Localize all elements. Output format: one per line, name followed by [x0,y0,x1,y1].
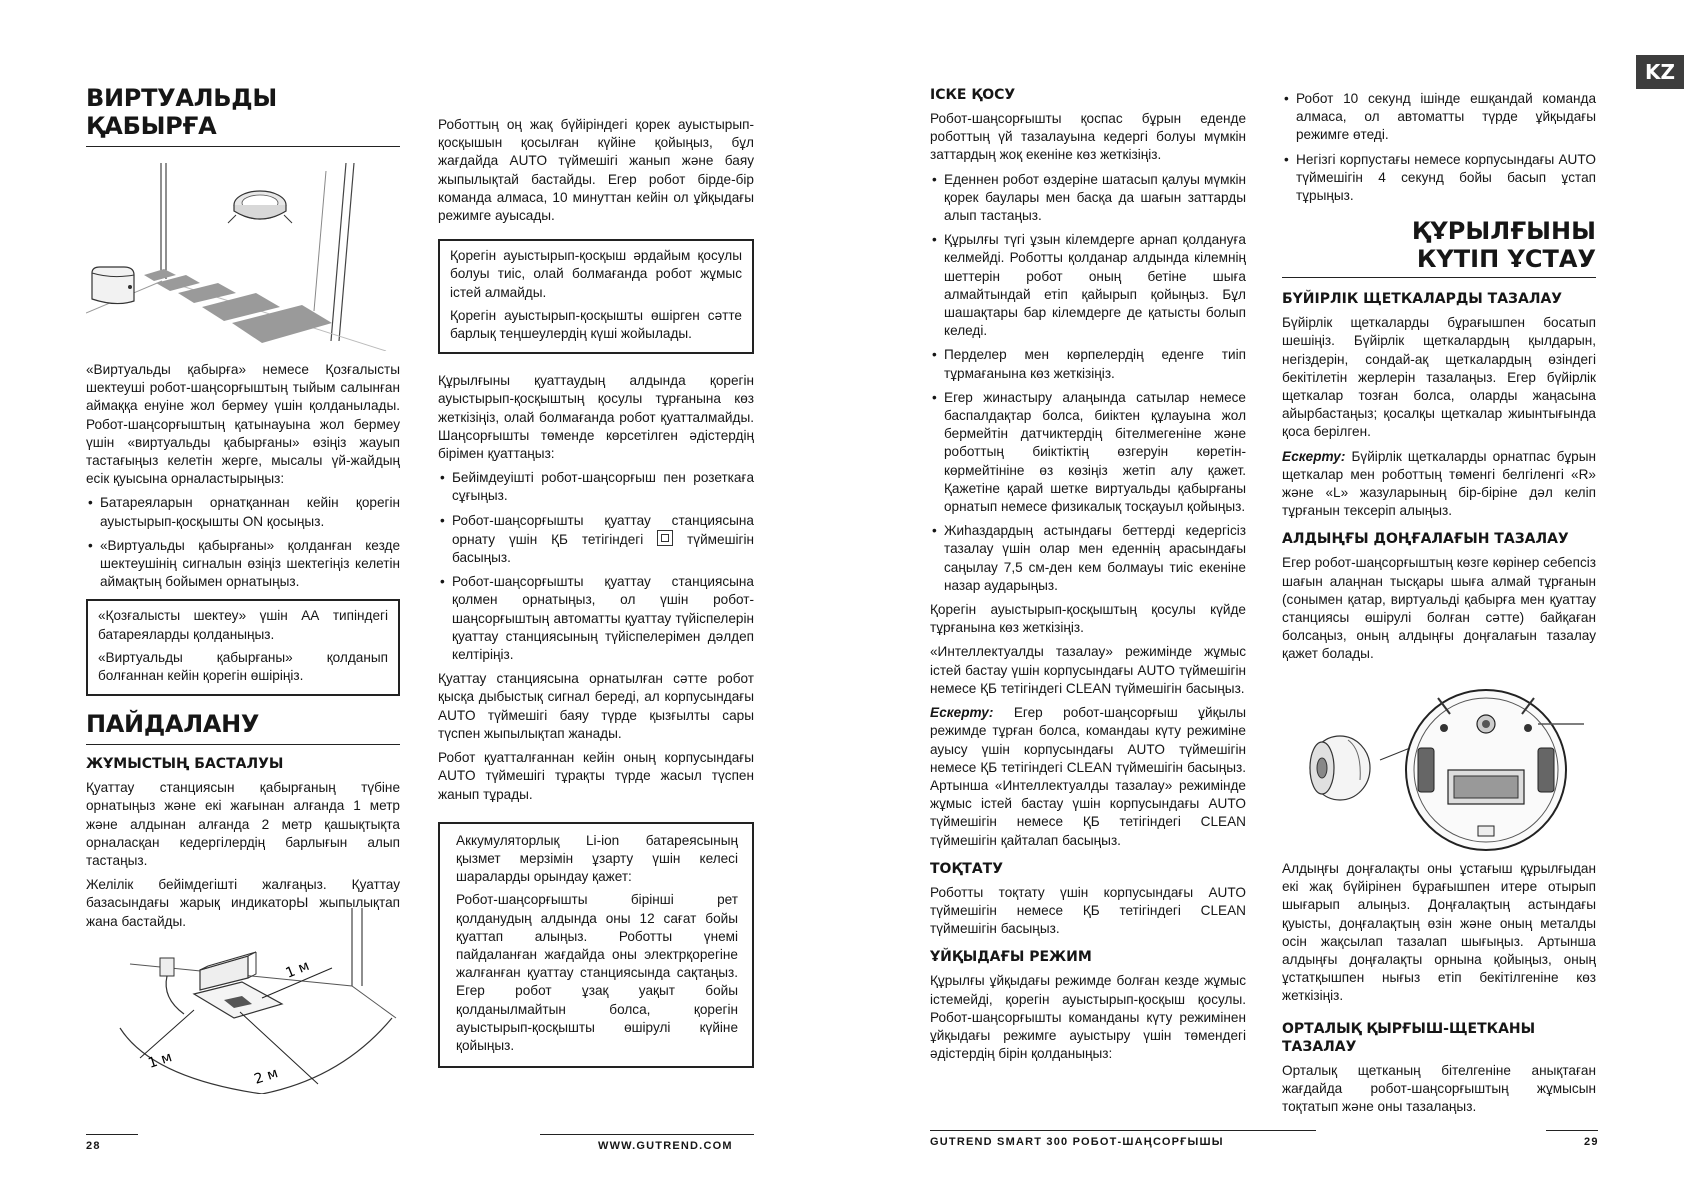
work-start-title: ЖҰМЫСТЫҢ БАСТАЛУЫ [86,756,284,773]
battery-note-box [438,822,754,1068]
left-col-2 [438,116,754,1078]
footer-rule-url [540,1134,754,1135]
list-item [438,512,754,568]
dim-label-1m-left: 1 м [146,1049,174,1072]
language-badge: KZ [1636,55,1684,89]
list-item: • Перделер мен көрпелердің еденге тиіп тұрмағанына көз жеткізіңіз. [930,346,1246,382]
stop-paragraph: Роботты тоқтату үшін корпусындағы AUTO түймешігін немесе ҚБ тетігіндегі CLEAN түймешігін басыңыз. [930,884,1246,937]
page-number-left: 28 [86,1140,101,1152]
right-col-2-lower [1282,860,1596,1122]
maintenance-title-line-2: КҮТІП ҰСТАУ [1416,245,1596,274]
work-start-p1: Қуаттау станциясын қабырғаның түбіне орнатыңыз және екі жағынан алғанда 1 метр және алдынан алғанда 2 метр қашықтықта орналасқан кедергілердің барлығын алып тастаңыз. [86,780,400,869]
footer-rule-left [86,1134,138,1135]
center-brush-paragraph: Орталық щетканың бітелгеніне анықтаған жағдайда робот-шаңсорғыштың жұмысын тоқтатып және оны тазалаңыз. [1282,1062,1596,1115]
note-text: Бүйірлік щеткаларды орнатпас бұрын щеткалар мен роботтың төменгі белгіленгі «R» және «L» жазуларының бір-біріне дәл келіп тұрғанын тексеріп алыңыз. [1282,448,1596,519]
maintenance-title [1282,217,1596,278]
note-text: Егер робот-шаңсорғыш ұйқылы режимде тұрған болса, командаы күту режиміне ауысу үшін корпусындағы AUTO түймешігін немесе ҚБ тетігіндегі CLEAN түймешігін басыңыз. Артынша «Интеллектуалды тазалау» режимінде жұмыс істей бастау үшін корпусындағы AUTO түймешігін немесе ҚБ тетігіндегі CLEAN түймешігін қайталап басыңыз. [930,705,1246,848]
footer-url: WWW.GUTREND.COM [598,1140,733,1152]
virtual-wall-intro: «Виртуальды қабырға» немесе Қозғалысты шектеуші робот-шаңсорғыштың тыйым салынған аймаққа енуіне жол бермеу үшін қолданылады. Робот-шаңсорғыштың қатынауына жол бермеу үшін «виртуальды қабырғаны» өзіңіз жауып тастағыңыз келетін жерге, мысалы үй-жайдың есік қуысына орналастырыңыз: [86,362,400,487]
start-paragraph: Робот-шаңсорғышты қоспас бұрын еденде роботтың үй тазалауына кедергі болуы мүмкін заттардың жоқ екеніне көз жеткізіңіз. [930,111,1246,163]
page-number-right: 29 [1584,1136,1599,1148]
charging-methods [438,469,754,664]
sleep-title: ҰЙҚЫДАҒЫ РЕЖИМ [930,949,1092,966]
note-text: Қорегін ауыстырып-қосқышты өшірген сәтте барлық теңшеулердің күші жойылады. [450,307,742,342]
right-col-2 [1282,90,1596,670]
list-item: • Негізгі корпустағы немесе корпусындағы AUTO түймешігін 4 секунд бойы басып ұстап тұрыңыз. [1282,151,1596,206]
sleep-paragraph: Құрылғы ұйқыдағы режимде болған кезде жұмыс істемейді, қорегін ауыстырып-қосқыш қосулы. Робот-шаңсорғышты команданы күту режимінен ұйқыдағы режимге ауыстыру үшін төмендегі әдістердің бірін қолданыңыз: [930,973,1246,1062]
note-text: Қорегін ауыстырып-қосқыш әрдайым қосулы болуы тиіс, олай болмағанда робот жұмыс істей алмайды. [450,248,742,300]
robot-underside [1406,690,1584,850]
list-item: • Бейімдеуішті робот-шаңсорғыш пен розеткаға сұғыңыз. [438,469,754,505]
note-label: Ескерту: [1282,448,1346,464]
list-item-text: түймешігін басыңыз. [452,531,754,566]
work-start-p2: Желілік бейімдегішті жалғаңыз. Қуаттау базасындағы жарық индикаторЫ жыпылықтап жана бастайды. [86,877,400,929]
center-brush-title: ОРТАЛЫҚ ҚЫРҒЫШ-ЩЕТКАНЫ ТАЗАЛАУ [1282,1020,1536,1055]
virtual-wall-title: ВИРТУАЛЬДЫ ҚАБЫРҒА [86,84,400,147]
power-switch-note-box [438,239,754,354]
side-brush-title: БҮЙІРЛІК ЩЕТКАЛАРДЫ ТАЗАЛАУ [1282,291,1563,308]
usage-title: ПАЙДАЛАНУ [86,710,400,745]
virtual-wall-device [92,267,134,304]
note-text: Робот-шаңсорғышты бірінші рет қолданудың алдында оны 12 сағат бойы қуаттап алыңыз. Роботты үнемі пайдаланған жағдайда оны электрқорегіне жалғанған қуаттау станциясында сақтаңыз. Егер робот ұзақ уақыт бойы қолданылмайтын болса, қорегін ауыстырып-қосқышты өшірулі күйіне қойыңыз. [456,892,738,1053]
intelligent-cleaning-paragraph: «Интеллектуалды тазалау» режимінде жұмыс істей бастау үшін корпусындағы AUTO түймешігін немесе ҚБ тетігіндегі CLEAN түймешігін басыңыз. [930,644,1246,696]
charging-after-2: Робот қуатталғаннан кейін оның корпусындағы AUTO түймешігі тұрақты түрде жасыл түспен жанып тұрады. [438,750,754,802]
robot-underside-illustration [1298,688,1598,856]
list-item: • Егер жинастыру алаңында сатылар немесе баспалдақтар болса, биіктен құлауына жол бермейтін датчиктердің бітелмегеніне және роботтың биіктіктің өзгеруін көретін-көрмейтініне өз көзіңіз жетіп алу қажет. Қажетіне қарай шетке виртуальды қабырғаны орнатып немесе физикалық тосқауыл қойыңыз. [930,389,1246,516]
virtual-wall-illustration [86,151,400,351]
power-check-paragraph: Қорегін ауыстырып-қосқыштың қосулы күйде тұрғанына көз жеткізіңіз. [930,602,1246,636]
start-note [930,704,1246,850]
charging-intro: Құрылғыны қуаттаудың алдында қорегін ауыстырып-қосқыштың қосулы тұрғанына көз жеткізіңіз, олай болмағанда робот қуатталмайды. Шаңсорғышты төменде көрсетілген әдістердің бірімен қуаттаңыз: [438,373,754,462]
front-wheel-illustration [1310,736,1370,800]
start-title: ІСКЕ ҚОСУ [930,87,1016,103]
footer-rule-title [930,1130,1316,1131]
list-item: • «Виртуальды қабырғаны» қолданған кезде шектеушінің сигналын өзіңіз шектегіңіз келетін аймақтың бойымен орнатыңыз. [86,537,400,592]
stop-title: ТОҚТАТУ [930,860,1004,877]
dock-button-icon [657,530,673,546]
list-item: • Батареяларын орнатқаннан кейін қорегін ауыстырып-қосқышты ON қосыңыз. [86,494,400,530]
sleep-bullets [1282,90,1596,205]
list-item: • Жиһаздардың астындағы беттерді кедергісіз тазалау үшін олар мен еденнің арасындағы саңылау 7,5 см-ден кем болмауы тиіс екеніне назар аударыңыз. [930,522,1246,595]
list-item: • Робот-шаңсорғышты қуаттау станциясына қолмен орнатыңыз, ол үшін робот-шаңсорғыштың автоматты қуаттау түйіспелерін қуаттау станциясының түйіспелерімен дәлдеп келтіріңіз. [438,573,754,664]
list-item-text: Робот-шаңсорғышты қуаттау станциясына орнату үшін ҚБ тетігіндегі [452,512,754,547]
maintenance-title-line-1: ҚҰРЫЛҒЫНЫ [1411,217,1596,246]
side-brush-note [1282,448,1596,521]
note-text: «Виртуальды қабырғаны» қолданып болғаннан кейін қорегін өшіріңіз. [98,649,388,684]
dim-label-2m: 2 м [252,1065,280,1088]
virtual-wall-note-box [86,599,400,696]
side-brush-paragraph: Бүйірлік щеткаларды бұрағышпен босатып шешіңіз. Бүйірлік щеткалардың қылдарын, негіздерін, сондай-ақ щеткалардың өзіндегі бекітілетін жерлерін тазалаңыз. Егер бүйірлік щеткалар тозған болса, оларды жаңасына айырбастаңыз; қосалқы щеткалар жиынтығында қоса берілген. [1282,315,1596,440]
start-bullets [930,171,1246,595]
charging-after-1: Қуаттау станциясына орнатылған сәтте робот қысқа дыбыстық сигнал береді, ал корпусындағы AUTO түймешігі баяу түрде қызғылты сары түспен жыпылықтап жанады. [438,671,754,741]
list-item: • Еденнен робот өздеріне шатасып қалуы мүмкін қорек баулары мен басқа да шағын заттарды алып тастаңыз. [930,171,1246,226]
front-wheel-title: АЛДЫҢҒЫ ДОҢҒАЛАҒЫН ТАЗАЛАУ [1282,531,1569,548]
note-text: «Қозғалысты шектеу» үшін АА типіндегі батареяларды қолданыңыз. [98,608,388,642]
note-text: Аккумуляторлық Li-ion батареясының қызмет мерзімін ұзарту үшін келесі шараларды орындау қажет: [456,832,738,885]
charging-station-body [194,952,282,1018]
left-col-1 [86,84,400,937]
footer-rule-right [1546,1130,1598,1131]
list-item: • Робот 10 секунд ішінде ешқандай команда алмаса, ол автоматты түрде ұйқыдағы режимге өтеді. [1282,90,1596,145]
front-wheel-paragraph-1: Егер робот-шаңсорғыштың көзге көрінер себепсіз шағын алаңнан тысқары шыға алмай тұрғанын (сонымен қатар, виртуальді қабырға мен қуаттау станциясы өшірулі болған сәтте) байқаған болсаңыз, оның алдыңғы доңғалағын тазалау қажет болады. [1282,555,1596,662]
front-wheel-paragraph-2: Алдыңғы доңғалақты оны ұстағыш құрылғыдан екі жақ бүйірінен бұрағышпен итере отырып шығарып алыңыз. Доңғалақтың астындағы қуысты, доңғалақтың өзін және оның металды осін жақсылап тазалап шығыңыз. Артынша алдыңғы доңғалақты орнына қойыңыз, оның ұстатқышпен нығыз етіп бекітілгеніне көз жеткізіңіз. [1282,861,1596,1004]
dim-label-1m-right: 1 м [283,957,312,982]
charging-station-illustration [112,908,402,1094]
virtual-wall-bullets [86,494,400,591]
note-label: Ескерту: [930,705,994,721]
right-col-1 [930,86,1246,1069]
robot-vacuum-illustration [228,191,292,223]
footer-product-title: GUTREND SMART 300 РОБОТ-ШАҢСОРҒЫШЫ [930,1136,1224,1148]
list-item: • Құрылғы түгі ұзын кілемдерге арнап қолдануға келмейді. Роботты қолданар алдында кілемнің шеттерін робот оның бетіне шыға алмайтындай етіп қайырып қойыңыз. Бұл шашақтары бар кілемдерге де қатысты болып келеді. [930,231,1246,340]
power-switch-paragraph: Роботтың оң жақ бүйіріндегі қорек ауыстырып-қосқышын қосылған күйіне қойыңыз, бұл жағдайда AUTO түймешігі жанып және баяу жыпылықтай бастайды. Егер робот бірде-бір команда алмаса, 10 минуттан кейін ол ұйқыдағы режимге ауысады. [438,117,754,224]
